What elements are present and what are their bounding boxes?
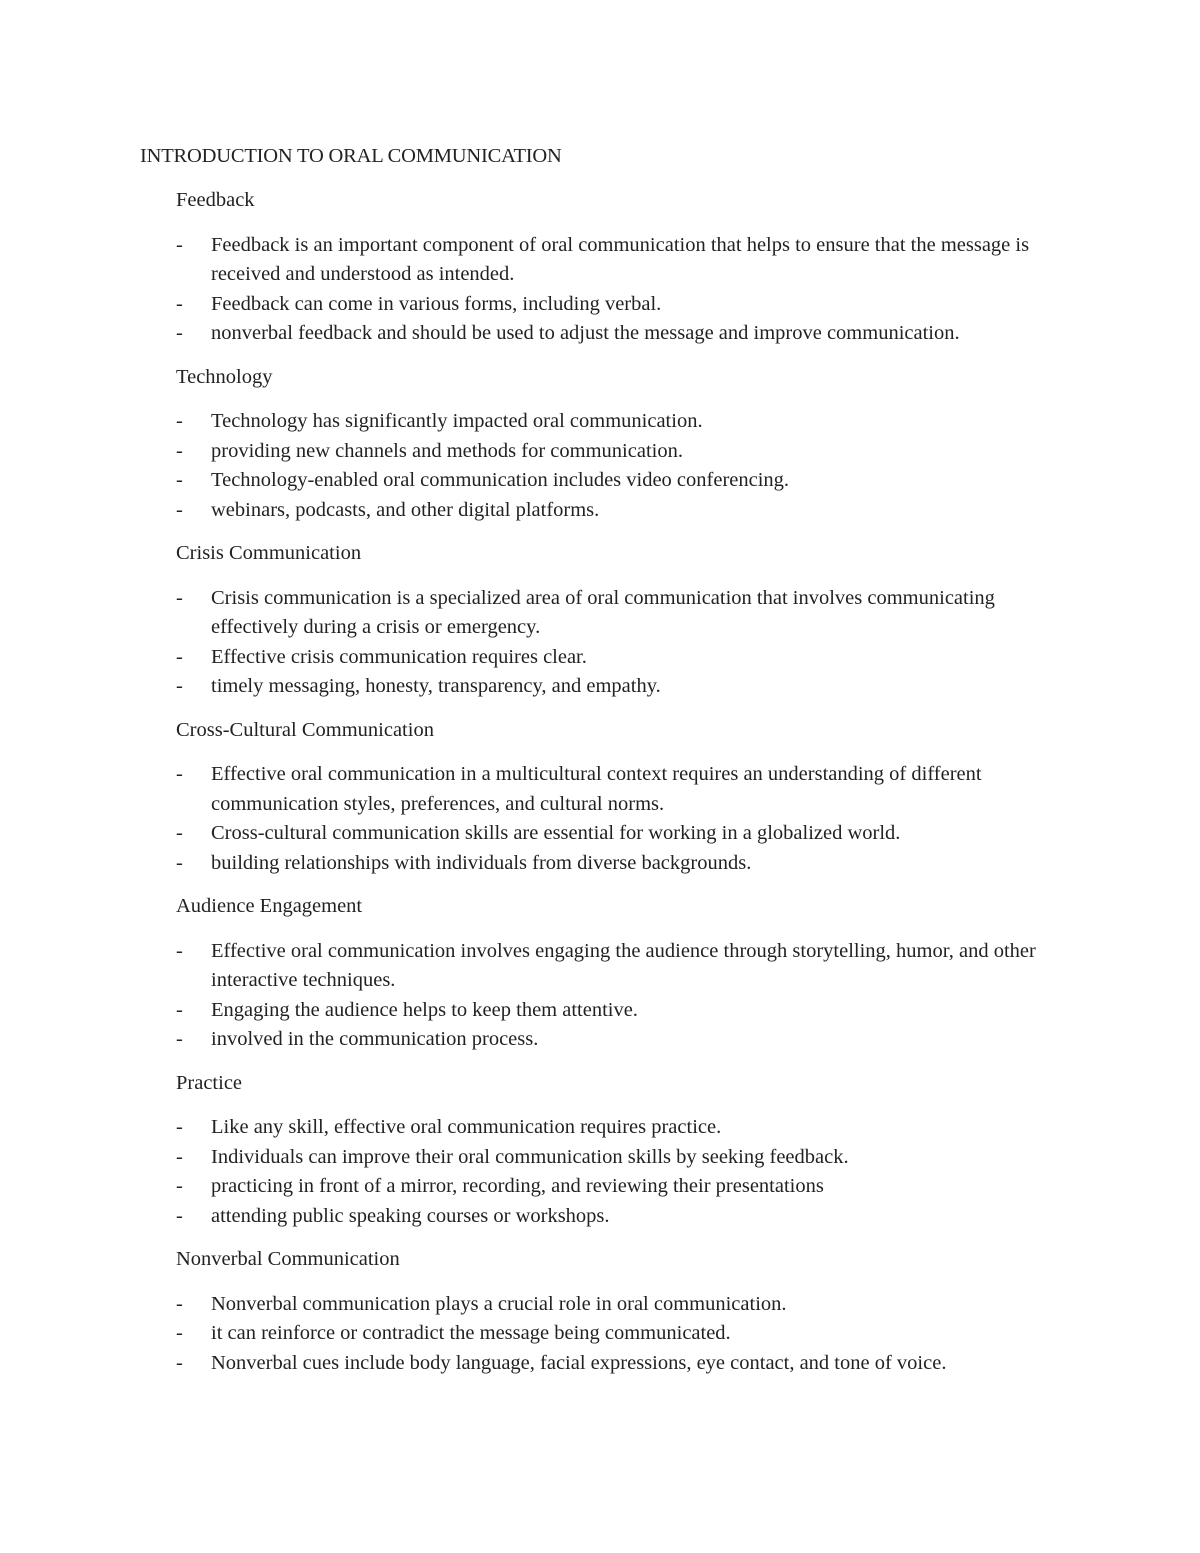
list-item-text: providing new channels and methods for communication. bbox=[211, 439, 683, 462]
list-item bbox=[176, 937, 1076, 996]
bullet-list bbox=[176, 760, 1076, 878]
list-item-text: attending public speaking courses or workshops. bbox=[211, 1204, 610, 1227]
list-item-text: involved in the communication process. bbox=[211, 1028, 539, 1050]
list-item bbox=[176, 466, 1076, 496]
bullet-list bbox=[176, 937, 1076, 1055]
document-title: INTRODUCTION TO ORAL COMMUNICATION bbox=[140, 145, 562, 167]
list-item bbox=[176, 1172, 1076, 1202]
list-item-text: Crisis communication is a specialized area of oral communication that involves communicating effectively during a crisis or emergency. bbox=[211, 586, 995, 638]
bullet-dash: - bbox=[176, 469, 183, 491]
list-item-text: Individuals can improve their oral communication skills by seeking feedback. bbox=[211, 1145, 849, 1168]
list-item-text: Effective crisis communication requires clear. bbox=[211, 645, 587, 668]
list-item bbox=[176, 437, 1076, 467]
bullet-list bbox=[176, 1113, 1076, 1231]
list-item bbox=[176, 1025, 1076, 1055]
bullet-dash: - bbox=[176, 322, 183, 344]
list-item bbox=[176, 849, 1076, 879]
list-item bbox=[176, 1143, 1076, 1173]
bullet-dash: - bbox=[176, 1175, 183, 1197]
bullet-dash: - bbox=[176, 1145, 183, 1168]
bullet-dash: - bbox=[176, 1322, 183, 1344]
list-item bbox=[176, 496, 1076, 526]
bullet-list bbox=[176, 1290, 1076, 1379]
bullet-dash: - bbox=[176, 998, 183, 1021]
bullet-dash: - bbox=[176, 1351, 183, 1374]
list-item bbox=[176, 319, 1076, 349]
bullet-dash: - bbox=[176, 645, 183, 668]
section-heading: Cross-Cultural Communication bbox=[176, 718, 434, 741]
list-item bbox=[176, 1202, 1076, 1232]
bullet-dash: - bbox=[176, 822, 183, 844]
section-heading: Nonverbal Communication bbox=[176, 1248, 400, 1270]
list-item-text: Like any skill, effective oral communication requires practice. bbox=[211, 1116, 722, 1138]
section-heading: Crisis Communication bbox=[176, 542, 362, 564]
bullet-list bbox=[176, 407, 1076, 525]
section-heading: Technology bbox=[176, 365, 273, 388]
list-item-text: Nonverbal communication plays a crucial role in oral communication. bbox=[211, 1292, 787, 1315]
list-item bbox=[176, 1113, 1076, 1143]
section-heading: Feedback bbox=[176, 189, 255, 211]
bullet-dash: - bbox=[176, 233, 183, 256]
list-item-text: webinars, podcasts, and other digital platforms. bbox=[211, 498, 600, 521]
list-item bbox=[176, 760, 1076, 819]
list-item-text: Effective oral communication involves engaging the audience through storytelling, humor, and other interactive techniques. bbox=[211, 939, 1036, 991]
list-item-text: Technology-enabled oral communication includes video conferencing. bbox=[211, 469, 790, 491]
list-item bbox=[176, 231, 1076, 290]
section-heading: Practice bbox=[176, 1071, 243, 1094]
bullet-dash: - bbox=[176, 939, 183, 962]
bullet-dash: - bbox=[176, 439, 183, 462]
bullet-dash: - bbox=[176, 851, 183, 874]
list-item bbox=[176, 1319, 1076, 1349]
list-item bbox=[176, 407, 1076, 437]
list-item-text: practicing in front of a mirror, recording, and reviewing their presentations bbox=[211, 1175, 824, 1197]
list-item bbox=[176, 672, 1076, 702]
bullet-dash: - bbox=[176, 1028, 183, 1050]
list-item bbox=[176, 584, 1076, 643]
list-item bbox=[176, 1349, 1076, 1379]
list-item bbox=[176, 290, 1076, 320]
list-item-text: it can reinforce or contradict the message being communicated. bbox=[211, 1322, 731, 1344]
list-item-text: Engaging the audience helps to keep them attentive. bbox=[211, 998, 638, 1021]
bullet-dash: - bbox=[176, 292, 183, 315]
list-item bbox=[176, 643, 1076, 673]
list-item bbox=[176, 1290, 1076, 1320]
list-item-text: Feedback can come in various forms, including verbal. bbox=[211, 292, 662, 315]
list-item-text: Cross-cultural communication skills are essential for working in a globalized world. bbox=[211, 822, 901, 844]
list-item-text: timely messaging, honesty, transparency, and empathy. bbox=[211, 675, 661, 697]
document-body bbox=[176, 186, 1076, 1392]
list-item-text: Nonverbal cues include body language, facial expressions, eye contact, and tone of voice. bbox=[211, 1351, 947, 1374]
bullet-list bbox=[176, 584, 1076, 702]
list-item-text: Feedback is an important component of oral communication that helps to ensure that the message is received and understood as intended. bbox=[211, 233, 1030, 285]
bullet-dash: - bbox=[176, 1204, 183, 1227]
list-item-text: nonverbal feedback and should be used to adjust the message and improve communication. bbox=[211, 322, 960, 344]
list-item bbox=[176, 996, 1076, 1026]
bullet-dash: - bbox=[176, 675, 183, 697]
bullet-dash: - bbox=[176, 586, 183, 609]
list-item-text: building relationships with individuals from diverse backgrounds. bbox=[211, 851, 752, 874]
section-heading: Audience Engagement bbox=[176, 895, 363, 917]
bullet-list bbox=[176, 231, 1076, 349]
bullet-dash: - bbox=[176, 410, 183, 432]
bullet-dash: - bbox=[176, 498, 183, 521]
bullet-dash: - bbox=[176, 763, 183, 785]
list-item-text: Effective oral communication in a multicultural context requires an understanding of different communication styles, preferences, and cultural norms. bbox=[211, 763, 982, 815]
list-item-text: Technology has significantly impacted oral communication. bbox=[211, 410, 703, 432]
list-item bbox=[176, 819, 1076, 849]
bullet-dash: - bbox=[176, 1292, 183, 1315]
bullet-dash: - bbox=[176, 1116, 183, 1138]
